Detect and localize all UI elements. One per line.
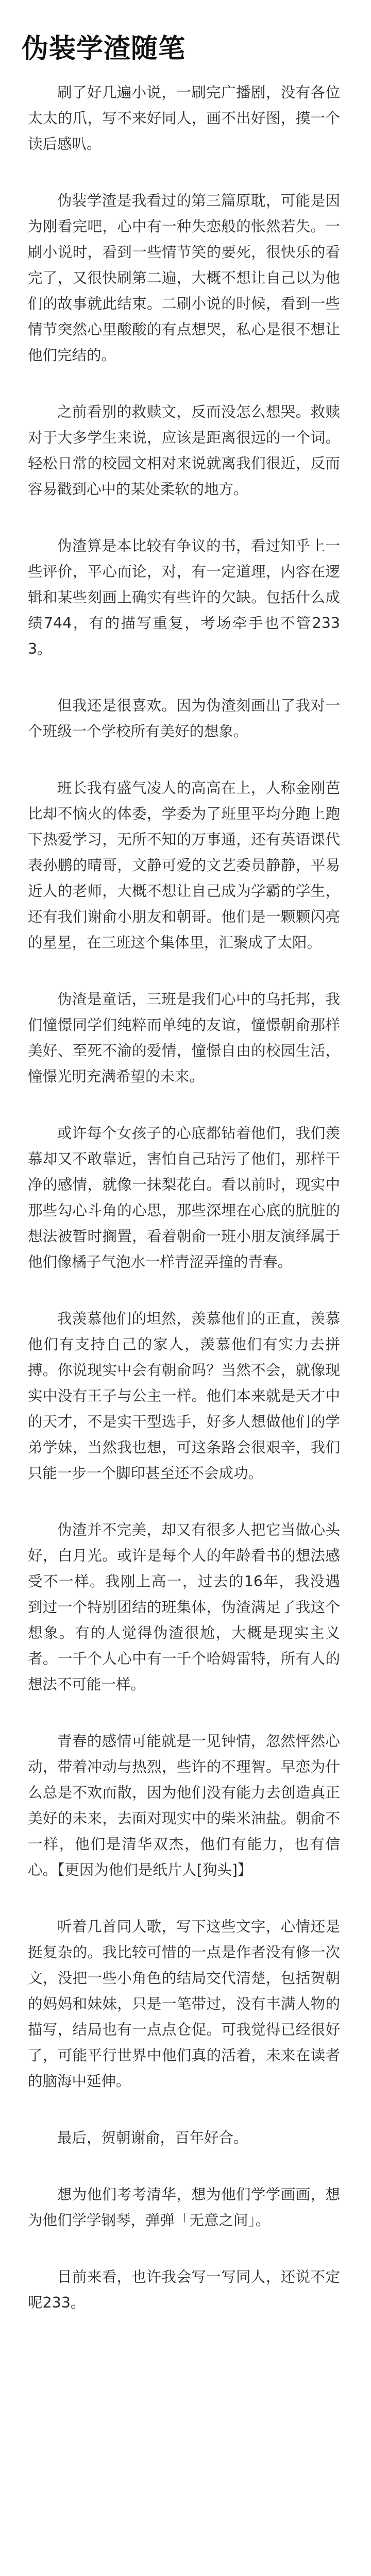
paragraph: 伪渣并不完美，却又有很多人把它当做心头好，白月光。或许是每个人的年龄看书的想法感受不一样。我刚上高一，过去的16年，我没遇到过一个特别团结的班集体，伪渣满足了我这个想象。有的人觉得伪渣很尬，大概是现实主义者。一千个人心中有一千个哈姆雷特，所有人的想法不可能一样。 bbox=[28, 1521, 340, 1693]
paragraph: 听着几首同人歌，写下这些文字，心情还是挺复杂的。我比较可惜的一点是作者没有修一次文，没把一些小角色的结局交代清楚，包括贺朝的妈妈和妹妹，只是一笔带过，没有丰满人物的描写，结局也有一点点仓促。可我觉得已经很好了，可能平行世界中他们真的活着，未来在读者的脑海中延伸。 bbox=[28, 1918, 340, 2090]
paragraph: 刷了好几遍小说，一刷完广播剧，没有各位太太的爪，写不来好同人，画不出好图，摸一个读后感叭。 bbox=[28, 84, 340, 152]
paragraph: 目前来看，也许我会写一写同人，还说不定呢233。 bbox=[28, 2268, 340, 2311]
paragraph: 想为他们考考清华，想为他们学学画画，想为他们学学钢琴，弹弹「无意之间」。 bbox=[28, 2186, 340, 2229]
paragraph: 伪装学渣是我看过的第三篇原耽，可能是因为刚看完吧，心中有一种失恋般的怅然若失。一刷小说时，看到一些情节笑的要死，很快乐的看完了，又很快刷第二遍，大概不想让自己以为他们的故事就此结束。二刷小说的时候，看到一些情节突然心里酸酸的有点想哭，私心是很不想让他们完结的。 bbox=[28, 192, 340, 364]
paragraph: 班长我有盛气凌人的高高在上，人称金刚芭比却不恼火的体委，学委为了班里平均分跑上跑下热爱学习，无所不知的万事通，还有英语课代表孙鹏的晴哥，文静可爱的文艺委员静静，平易近人的老师，大概不想让自己成为学霸的学生，还有我们谢俞小朋友和朝哥。他们是一颗颗闪亮的星星，在三班这个集体里，汇聚成了太阳。 bbox=[28, 779, 340, 951]
paragraph: 伪渣算是本比较有争议的书，看过知乎上一些评价，平心而论，对，有一定道理，内容在逻辑和某些刻画上确实有些许的欠缺。包括什么成绩744，有的描写重复，考场牵手也不管2333。 bbox=[28, 537, 340, 657]
article-body bbox=[28, 80, 340, 2347]
paragraph: 我羡慕他们的坦然，羡慕他们的正直，羡慕他们有支持自己的家人，羡慕他们有实力去拼搏。你说现实中会有朝俞吗？当然不会，就像现实中没有王子与公主一样。他们本来就是天才中的天才，不是实干型选手，好多人想做他们的学弟学妹，当然我也想，可这条路会很艰辛，我们只能一步一个脚印甚至还不会成功。 bbox=[28, 1310, 340, 1482]
paragraph: 或许每个女孩子的心底都钻着他们，我们羡慕却又不敢靠近，害怕自己玷污了他们，那样干净的感情，就像一抹梨花白。看以前时，现实中那些勾心斗角的心思，那些深埋在心底的肮脏的想法被暂时搁置，看着朝俞一班小朋友演绎属于他们像橘子气泡水一样青涩弄撞的青春。 bbox=[28, 1125, 340, 1270]
page-title: 伪装学渣随笔 bbox=[22, 33, 186, 64]
paragraph: 之前看别的救赎文，反而没怎么想哭。救赎对于大多学生来说，应该是距离很远的一个词。轻松日常的校园文相对来说就离我们很近，反而容易戳到心中的某处柔软的地方。 bbox=[28, 403, 340, 498]
paragraph: 伪渣是童话，三班是我们心中的乌托邦，我们憧憬同学们纯粹而单纯的友谊，憧憬朝俞那样美好、至死不渝的爱情，憧憬自由的校园生活，憧憬光明充满希望的未来。 bbox=[28, 991, 340, 1085]
paragraph: 青春的感情可能就是一见钟情，忽然怦然心动，带着冲动与热烈，些许的不理智。早恋为什么总是不欢而散，因为他们没有能力去创造真正美好的未来，去面对现实中的柴米油盐。朝俞不一样，他们是清华双杰，他们有能力，也有信心。【更因为他们是纸片人[狗头]】 bbox=[28, 1733, 340, 1878]
paragraph: 最后，贺朝谢俞，百年好合。 bbox=[57, 2129, 248, 2146]
paragraph: 但我还是很喜欢。因为伪渣刻画出了我对一个班级一个学校所有美好的想象。 bbox=[28, 697, 340, 740]
